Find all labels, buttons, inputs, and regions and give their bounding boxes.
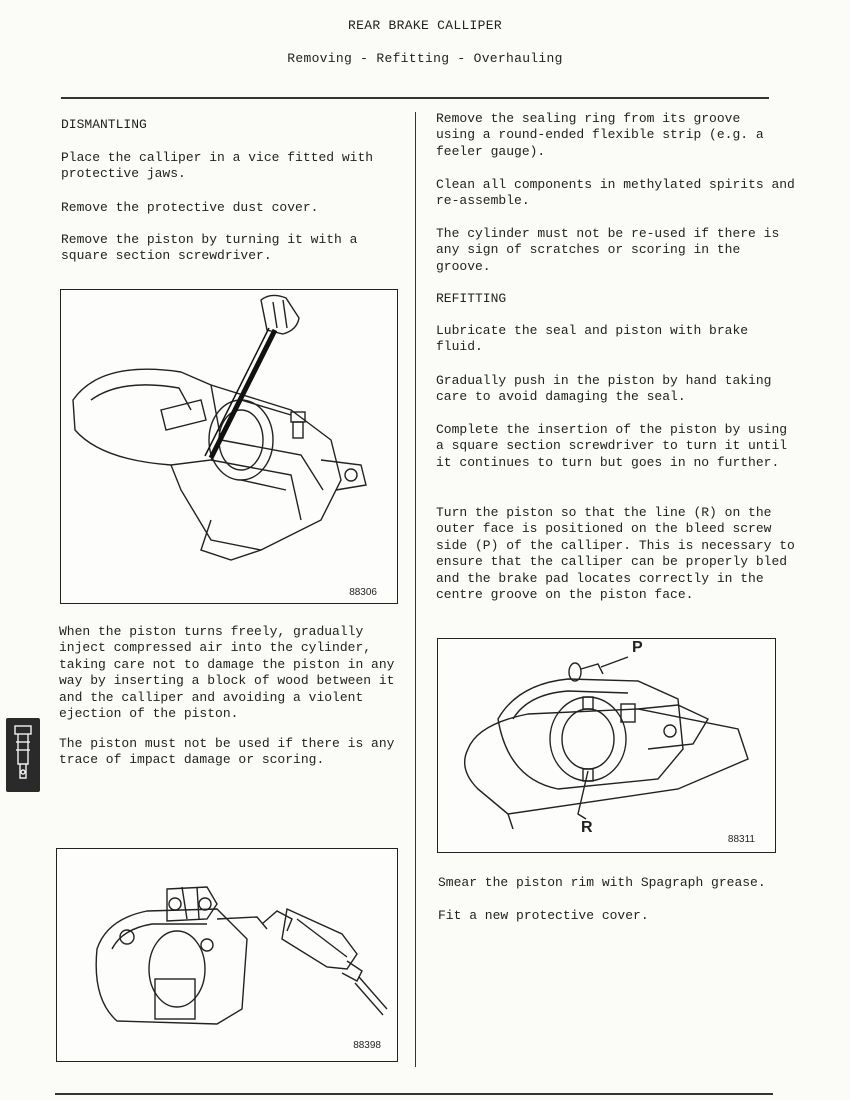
paragraph-clean-components: Clean all components in methylated spirits and re-assemble. [436,177,795,209]
paragraph-remove-sealing-ring: Remove the sealing ring from its groove using a round-ended flexible strip (e.g. a feeler gauge). [436,111,764,159]
paragraph-place-calliper: Place the calliper in a vice fitted with protective jaws. [61,150,374,182]
column-divider [415,112,416,1067]
paragraph-complete-insertion: Complete the insertion of the piston by using a square section screwdriver to turn it until it continues to turn but goes in no further. [436,422,788,470]
paragraph-piston-damage: The piston must not be used if there is any trace of impact damage or scoring. [59,736,395,768]
label-r: R [581,819,593,836]
top-rule [61,97,769,99]
section-heading-refitting: REFITTING [436,291,507,306]
calliper-air-gun-illustration [57,849,397,1061]
paragraph-turn-piston: Turn the piston so that the line (R) on the outer face is positioned on the bleed screw side (P) of the calliper. This is necessary to ensure that the calliper can be properly bled and the brake pad locates correctly in the centre groove on the piston face. [436,505,795,603]
figure-number-88306: 88306 [349,587,377,598]
paragraph-fit-cover: Fit a new protective cover. [438,908,649,923]
page-subtitle: Removing - Refitting - Overhauling [287,51,563,66]
figure-number-88311: 88311 [727,834,755,845]
piston-alignment-illustration [438,639,775,852]
paragraph-remove-piston: Remove the piston by turning it with a square section screwdriver. [61,232,358,264]
figure-piston-alignment [437,638,776,853]
calliper-screwdriver-illustration [61,290,397,603]
paragraph-push-piston: Gradually push in the piston by hand taking care to avoid damaging the seal. [436,373,772,405]
bottom-rule [55,1093,773,1095]
label-p: P [632,639,643,656]
brake-tool-icon [6,718,40,792]
page-title: REAR BRAKE CALLIPER [348,18,502,33]
section-tab-icon [6,718,40,792]
figure-screwdriver-piston [60,289,398,604]
paragraph-lubricate-seal: Lubricate the seal and piston with brake fluid. [436,323,749,355]
paragraph-smear-grease: Smear the piston rim with Spagraph grease. [438,875,766,890]
figure-number-88398: 88398 [353,1040,381,1051]
paragraph-remove-dust-cover: Remove the protective dust cover. [61,200,319,215]
paragraph-compressed-air: When the piston turns freely, gradually inject compressed air into the cylinder, taking care not to damage the piston in any way by inserting a block of wood between it and the calliper and avoiding a violent ejection of the piston. [59,624,395,722]
section-heading-dismantling: DISMANTLING [61,117,147,132]
paragraph-cylinder-reuse: The cylinder must not be re-used if there is any sign of scratches or scoring in the groove. [436,226,780,274]
figure-compressed-air [56,848,398,1062]
